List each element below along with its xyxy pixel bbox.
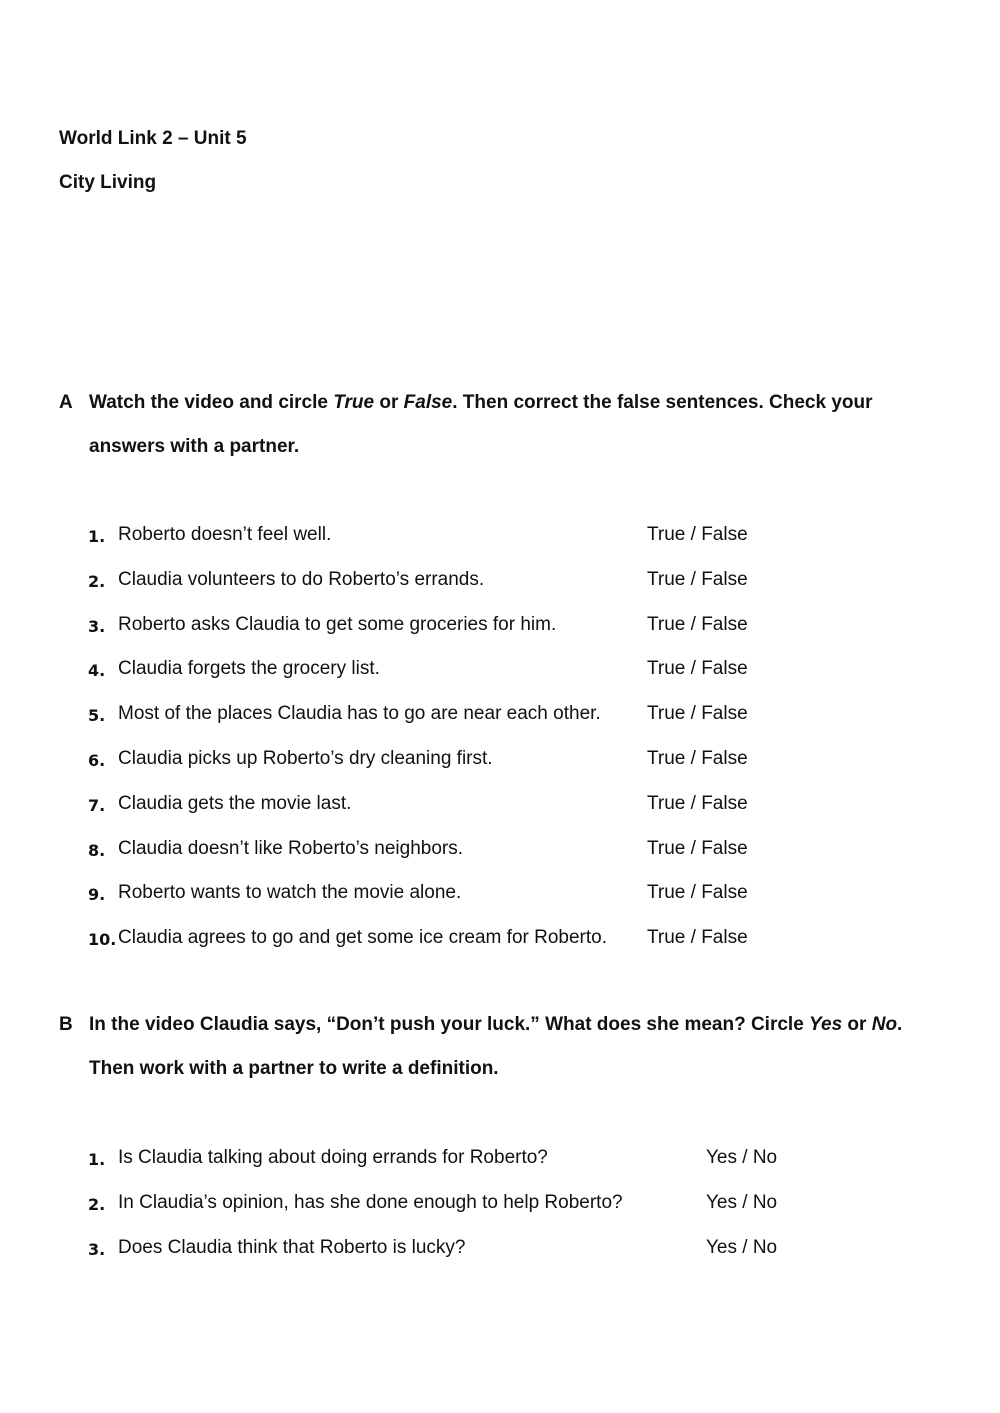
list-item: [0, 881, 1000, 907]
item-answer-choice[interactable]: True / False: [647, 524, 748, 545]
item-sentence: Claudia agrees to go and get some ice cream for Roberto.: [118, 927, 607, 949]
item-number: 2.: [88, 571, 106, 591]
instruction-text: . Then correct the false sentences. Check your: [452, 392, 873, 413]
section-a-instruction-line2: answers with a partner.: [89, 436, 300, 457]
item-sentence: Claudia forgets the grocery list.: [118, 658, 380, 680]
list-item: [0, 926, 1000, 952]
instruction-text: Watch the video and circle: [89, 392, 334, 413]
item-answer-choice[interactable]: True / False: [647, 792, 748, 814]
item-answer-choice[interactable]: True / False: [647, 927, 748, 949]
instruction-word-false: False: [403, 392, 453, 413]
section-a-letter: A: [59, 392, 73, 413]
item-answer-choice[interactable]: True / False: [647, 568, 748, 590]
item-answer-choice[interactable]: True / False: [647, 613, 748, 635]
section-a-instruction-line1: [89, 391, 969, 415]
item-answer-choice[interactable]: True / False: [647, 837, 748, 859]
item-number: 9.: [88, 885, 106, 905]
item-number: 10.: [88, 930, 117, 950]
item-sentence: Roberto wants to watch the movie alone.: [118, 882, 462, 904]
instruction-text: or: [842, 1014, 872, 1035]
list-item: [0, 747, 1000, 773]
item-number: 6.: [88, 751, 106, 770]
item-answer-choice[interactable]: True / False: [647, 703, 748, 725]
list-item: [0, 837, 1000, 863]
item-number: 5.: [88, 706, 106, 726]
list-item: [0, 523, 1000, 549]
item-answer-choice[interactable]: Yes / No: [706, 1236, 778, 1258]
worksheet-title: World Link 2 – Unit 5: [59, 128, 247, 149]
list-item: [0, 792, 1000, 818]
item-number: 1.: [88, 527, 106, 546]
item-answer-choice[interactable]: True / False: [647, 658, 748, 680]
item-number: 1.: [88, 1150, 106, 1169]
section-b-instruction-line2: Then work with a partner to write a definition.: [89, 1058, 499, 1079]
item-sentence: Roberto asks Claudia to get some groceries for him.: [118, 613, 557, 635]
instruction-text: or: [374, 392, 404, 413]
list-item: [0, 1191, 1000, 1217]
item-answer-choice[interactable]: True / False: [647, 882, 748, 904]
item-sentence: In Claudia’s opinion, has she done enough to help Roberto?: [118, 1191, 623, 1213]
item-number: 7.: [88, 795, 106, 815]
instruction-text: .: [897, 1014, 903, 1035]
item-sentence: Claudia doesn’t like Roberto’s neighbors.: [118, 837, 464, 859]
instruction-word-true: True: [333, 392, 375, 413]
item-answer-choice[interactable]: True / False: [647, 748, 748, 769]
item-sentence: Is Claudia talking about doing errands for Roberto?: [118, 1147, 548, 1168]
item-number: 8.: [88, 840, 106, 860]
item-sentence: Claudia picks up Roberto’s dry cleaning first.: [118, 748, 493, 769]
list-item: [0, 1146, 1000, 1172]
instruction-word-no: No: [871, 1014, 898, 1035]
section-b-letter: B: [59, 1014, 73, 1035]
worksheet-subtitle: City Living: [59, 172, 157, 193]
item-answer-choice[interactable]: Yes / No: [706, 1147, 778, 1168]
list-item: [0, 613, 1000, 639]
item-sentence: Does Claudia think that Roberto is lucky?: [118, 1236, 466, 1258]
list-item: [0, 1236, 1000, 1262]
item-number: 4.: [88, 661, 106, 681]
item-sentence: Most of the places Claudia has to go are near each other.: [118, 703, 601, 725]
section-b-instruction-line1: [89, 1013, 969, 1037]
list-item: [0, 568, 1000, 594]
item-answer-choice[interactable]: Yes / No: [706, 1191, 778, 1213]
item-number: 3.: [88, 616, 106, 636]
instruction-text: In the video Claudia says, “Don’t push your luck.” What does she mean? Circle: [89, 1014, 810, 1035]
item-sentence: Claudia volunteers to do Roberto’s errands.: [118, 568, 485, 590]
list-item: [0, 657, 1000, 683]
item-sentence: Claudia gets the movie last.: [118, 792, 352, 814]
item-number: 2.: [88, 1194, 106, 1214]
item-sentence: Roberto doesn’t feel well.: [118, 524, 332, 545]
instruction-word-yes: Yes: [809, 1014, 843, 1035]
item-number: 3.: [88, 1239, 106, 1259]
list-item: [0, 702, 1000, 728]
